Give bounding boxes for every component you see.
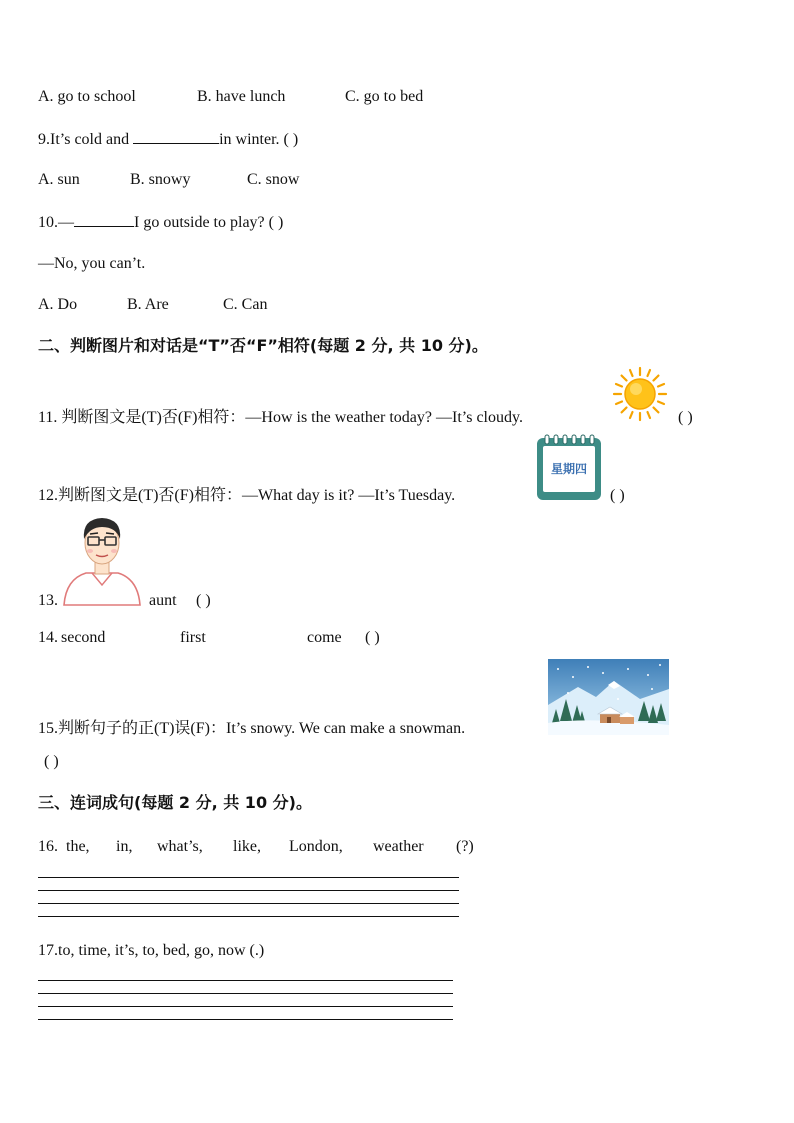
question-10 [38,212,283,233]
question-15: 15.判断句子的正(T)误(F)：It’s snowy. We can make a snowman. [38,720,466,737]
q11-answer-paren[interactable]: ( ) [678,409,693,426]
q16-word-5: London, [289,838,343,855]
q17-writing-line[interactable] [38,1006,453,1007]
question-9 [38,129,298,150]
question-11: 11. 判断图文是(T)否(F)相符：—How is the weather today? —It’s cloudy. [38,409,523,426]
man-with-glasses-icon [60,513,144,609]
q16-writing-line[interactable] [38,903,459,904]
q10-reply: —No, you can’t. [38,255,146,272]
q15-answer-paren[interactable]: ( ) [44,753,59,770]
calendar-icon [535,434,603,502]
q16-word-1: the, [66,838,90,855]
q16-word-3: what’s, [157,838,203,855]
q13-number: 13. [38,592,58,609]
q16-number: 16. [38,838,58,855]
q17-writing-line[interactable] [38,993,453,994]
q10-prefix: 10.— [38,214,74,231]
section-2-heading: 二、判断图片和对话是“T”否“F”相符(每题 2 分, 共 10 分)。 [38,336,488,355]
q14-word-1: second [61,629,106,646]
sun-icon [612,366,668,422]
q10-blank[interactable] [74,212,134,227]
q10-suffix: I go outside to play? ( ) [134,214,284,231]
q17-writing-line[interactable] [38,980,453,981]
q14-word-2: first [180,629,206,646]
question-17: 17.to, time, it’s, to, bed, go, now (.) [38,942,265,959]
q9-option-a: A. sun [38,171,80,188]
q9-option-b: B. snowy [130,171,191,188]
q16-writing-line[interactable] [38,916,459,917]
q16-writing-line[interactable] [38,877,459,878]
q9-suffix: in winter. [219,131,280,148]
q17-writing-line[interactable] [38,1019,453,1020]
q13-answer-paren[interactable]: ( ) [196,592,211,609]
q10-option-b: B. Are [127,296,169,313]
q14-answer-paren[interactable]: ( ) [365,629,380,646]
q9-prefix: 9.It’s cold and [38,131,130,148]
q8-option-a: A. go to school [38,88,136,105]
q16-writing-line[interactable] [38,890,459,891]
q10-option-a: A. Do [38,296,78,313]
q16-word-4: like, [233,838,261,855]
q13-word: aunt [149,592,177,609]
calendar-label: 星期四 [550,462,587,476]
section-3-heading: 三、连词成句(每题 2 分, 共 10 分)。 [38,793,312,812]
q16-word-2: in, [116,838,133,855]
question-12: 12.判断图文是(T)否(F)相符：—What day is it? —It’s Tuesday. [38,487,456,504]
q16-word-6: weather [373,838,424,855]
q9-blank[interactable] [133,129,219,144]
q14-word-3: come [307,629,342,646]
q9-answer-paren[interactable]: ( ) [283,131,299,148]
q9-option-c: C. snow [247,171,300,188]
q14-number: 14. [38,629,58,646]
q10-option-c: C. Can [223,296,268,313]
q12-answer-paren[interactable]: ( ) [610,487,625,504]
q16-word-7: (?) [456,838,474,855]
q8-option-b: B. have lunch [197,88,286,105]
q8-option-c: C. go to bed [345,88,424,105]
snowy-landscape-icon [548,659,669,735]
